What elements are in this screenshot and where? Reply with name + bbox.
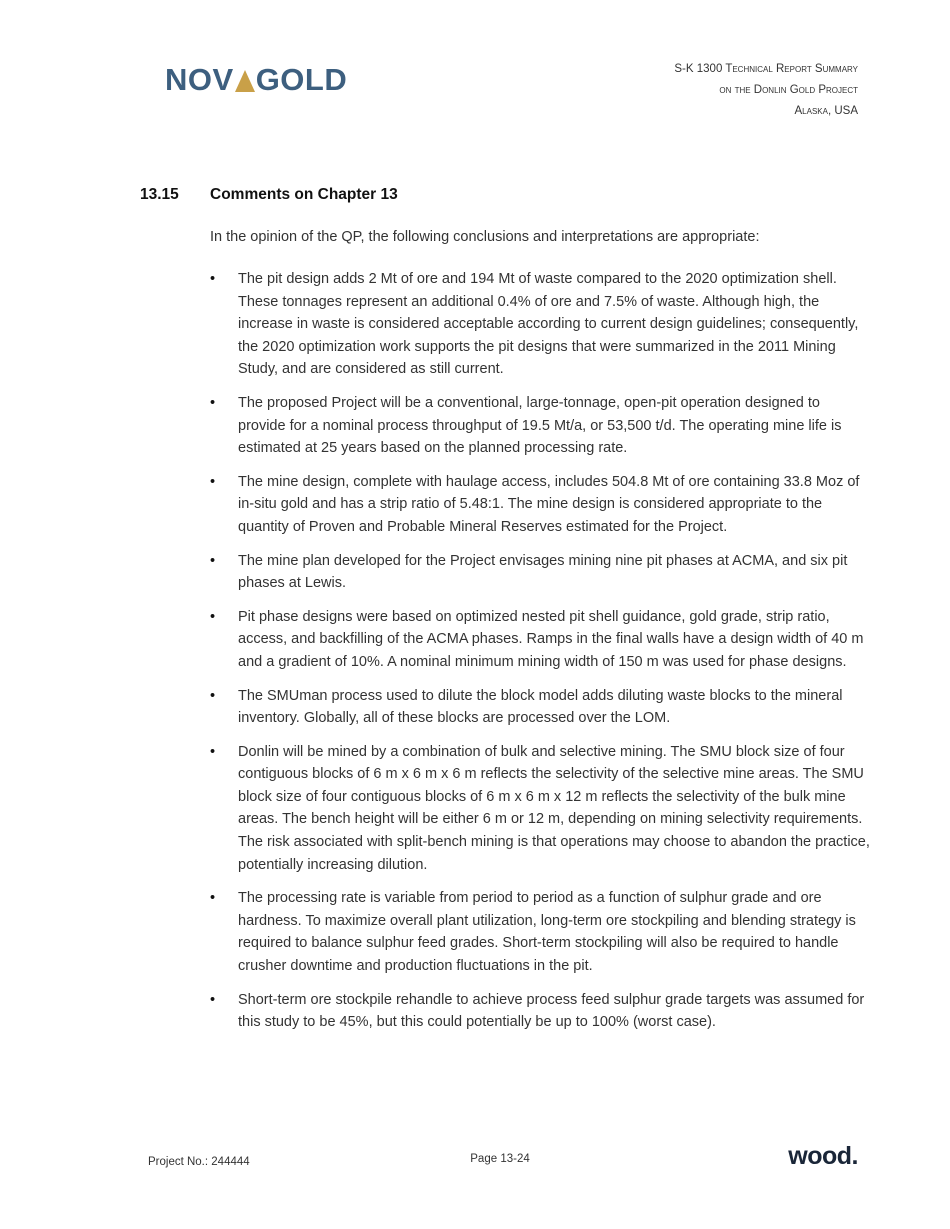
gold-triangle-icon [235, 70, 255, 92]
project-number: Project No.: 244444 [148, 1156, 250, 1168]
bullet-icon: • [210, 394, 216, 411]
list-item: • Short-term ore stockpile rehandle to achieve process feed sulphur grade targets was assumed for this study to be 45%, but this could potentially be up to 100% (worst case). [210, 989, 870, 1034]
bullet-icon: • [210, 473, 216, 490]
section-number: 13.15 [140, 186, 179, 203]
list-item: • The proposed Project will be a conventional, large-tonnage, open-pit operation designed to provide for a nominal process throughput of 19.5 Mt/a, or 53,500 t/d. The operating mine life is estimated at 25 years based on the planned processing rate. [210, 392, 870, 460]
bullet-icon: • [210, 991, 216, 1008]
novagold-logo [165, 62, 347, 98]
report-title-line2: on the Donlin Gold Project [719, 84, 858, 96]
bullet-icon: • [210, 271, 216, 287]
list-item: • The mine design, complete with haulage access, includes 504.8 Mt of ore containing 33.8 Moz of in-situ gold and has a strip ratio of 5.48:1. The mine design is considered appropriate to the quantity of Proven and Probable Mineral Reserves estimated for the Project. [210, 471, 870, 539]
list-item: • The processing rate is variable from period to period as a function of sulphur grade and ore hardness. To maximize overall plant utilization, long-term ore stockpiling and blending strategy is required to balance sulphur feed grades. Short-term stockpiling will also be required to handle crusher downtime and production fluctuations in the pit. [210, 887, 870, 977]
conclusions-list [210, 268, 870, 1045]
bullet-icon: • [210, 743, 216, 760]
section-title: Comments on Chapter 13 [210, 186, 398, 203]
list-item: • Donlin will be mined by a combination of bulk and selective mining. The SMU block size of four contiguous blocks of 6 m x 6 m x 6 m reflects the selectivity of the selective mine areas. The SMU block size of four contiguous blocks of 6 m x 6 m x 12 m reflects the selectivity of the bulk mine areas. The bench height will be either 6 m or 12 m, depending on mining selectivity requirements. The risk associated with split-bench mining is that operations may choose to abandon the practice, potentially increasing dilution. [210, 741, 870, 877]
list-item: • The pit design adds 2 Mt of ore and 194 Mt of waste compared to the 2020 optimization shell. These tonnages represent an additional 0.4% of ore and 7.5% of waste. Although high, the increase in waste is considered acceptable according to current design guidelines; consequently, the 2020 optimization work supports the pit designs that were summarized in the 2011 Mining Study, and are considered as still current. [210, 268, 870, 381]
report-title-line3: Alaska, USA [794, 105, 858, 117]
section-intro: In the opinion of the QP, the following conclusions and interpretations are appropriate: [210, 229, 760, 245]
list-item: • The mine plan developed for the Project envisages mining nine pit phases at ACMA, and six pit phases at Lewis. [210, 550, 870, 595]
bullet-icon: • [210, 608, 216, 625]
report-title-line1: S-K 1300 Technical Report Summary [674, 63, 858, 75]
bullet-icon: • [210, 687, 216, 704]
list-item: • The SMUman process used to dilute the block model adds diluting waste blocks to the mineral inventory. Globally, all of these blocks are processed over the LOM. [210, 685, 870, 730]
section-heading [140, 186, 398, 204]
page-number: Page 13-24 [470, 1153, 530, 1165]
list-item: • Pit phase designs were based on optimized nested pit shell guidance, gold grade, strip ratio, access, and backfilling of the ACMA phases. Ramps in the final walls have a design width of 40 m and a gradient of 10%. A nominal minimum mining width of 150 m was used for phase designs. [210, 606, 870, 674]
wood-logo: wood. [788, 1142, 858, 1170]
novagold-logo-text: NOV GOLD [165, 62, 348, 97]
report-header [674, 59, 858, 122]
bullet-icon: • [210, 552, 216, 569]
bullet-icon: • [210, 890, 216, 907]
